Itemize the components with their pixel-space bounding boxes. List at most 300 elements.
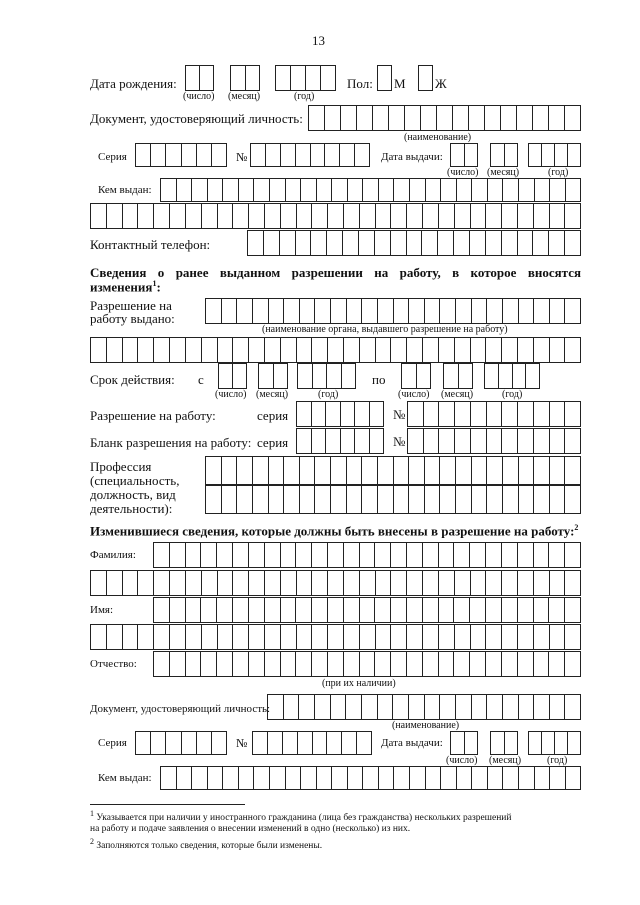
char-cell[interactable] xyxy=(487,179,503,201)
char-cell[interactable] xyxy=(295,144,310,166)
char-cell[interactable] xyxy=(374,652,390,676)
char-cell[interactable] xyxy=(517,231,533,255)
char-cell[interactable] xyxy=(491,144,504,166)
char-cell[interactable] xyxy=(200,652,216,676)
char-cell[interactable] xyxy=(390,571,406,595)
char-cell[interactable] xyxy=(549,571,565,595)
char-cell[interactable] xyxy=(268,486,284,513)
name-boxes-2[interactable] xyxy=(90,624,581,650)
char-cell[interactable] xyxy=(343,338,359,362)
char-cell[interactable] xyxy=(191,179,207,201)
char-cell[interactable] xyxy=(362,767,378,789)
char-cell[interactable] xyxy=(532,106,548,130)
char-cell[interactable] xyxy=(533,695,549,719)
char-cell[interactable] xyxy=(406,231,422,255)
char-cell[interactable] xyxy=(549,695,565,719)
char-cell[interactable] xyxy=(280,571,296,595)
char-cell[interactable] xyxy=(299,486,315,513)
char-cell[interactable] xyxy=(221,457,237,484)
char-cell[interactable] xyxy=(471,486,487,513)
identity-doc-name-boxes[interactable] xyxy=(308,105,581,131)
char-cell[interactable] xyxy=(137,625,153,649)
char-cell[interactable] xyxy=(324,106,340,130)
char-cell[interactable] xyxy=(264,652,280,676)
char-cell[interactable] xyxy=(533,429,549,453)
char-cell[interactable] xyxy=(372,106,388,130)
char-cell[interactable] xyxy=(211,144,226,166)
char-cell[interactable] xyxy=(468,106,484,130)
char-cell[interactable] xyxy=(245,66,260,90)
identity-issued-by-boxes[interactable] xyxy=(160,178,581,202)
char-cell[interactable] xyxy=(470,571,486,595)
char-cell[interactable] xyxy=(390,338,406,362)
char-cell[interactable] xyxy=(154,543,169,567)
char-cell[interactable] xyxy=(518,767,534,789)
changed-series-boxes[interactable] xyxy=(135,731,227,755)
char-cell[interactable] xyxy=(392,695,408,719)
char-cell[interactable] xyxy=(438,429,454,453)
char-cell[interactable] xyxy=(424,299,440,323)
char-cell[interactable] xyxy=(406,543,422,567)
identity-number-boxes[interactable] xyxy=(250,143,370,167)
char-cell[interactable] xyxy=(444,364,458,388)
char-cell[interactable] xyxy=(169,204,185,228)
char-cell[interactable] xyxy=(191,767,207,789)
char-cell[interactable] xyxy=(408,695,424,719)
char-cell[interactable] xyxy=(424,457,440,484)
char-cell[interactable] xyxy=(285,179,301,201)
char-cell[interactable] xyxy=(296,625,312,649)
name-boxes[interactable] xyxy=(153,597,581,623)
char-cell[interactable] xyxy=(390,204,406,228)
char-cell[interactable] xyxy=(176,179,192,201)
char-cell[interactable] xyxy=(564,402,580,426)
char-cell[interactable] xyxy=(439,299,455,323)
char-cell[interactable] xyxy=(471,695,487,719)
char-cell[interactable] xyxy=(253,179,269,201)
char-cell[interactable] xyxy=(185,571,201,595)
char-cell[interactable] xyxy=(311,652,327,676)
birth-year-boxes[interactable] xyxy=(275,65,336,91)
char-cell[interactable] xyxy=(314,695,330,719)
char-cell[interactable] xyxy=(455,299,471,323)
char-cell[interactable] xyxy=(280,625,296,649)
char-cell[interactable] xyxy=(314,457,330,484)
char-cell[interactable] xyxy=(331,767,347,789)
char-cell[interactable] xyxy=(248,571,264,595)
char-cell[interactable] xyxy=(150,144,165,166)
char-cell[interactable] xyxy=(137,338,153,362)
char-cell[interactable] xyxy=(161,767,176,789)
char-cell[interactable] xyxy=(471,299,487,323)
char-cell[interactable] xyxy=(354,402,369,426)
char-cell[interactable] xyxy=(216,543,232,567)
char-cell[interactable] xyxy=(454,429,470,453)
char-cell[interactable] xyxy=(325,429,340,453)
char-cell[interactable] xyxy=(549,338,565,362)
char-cell[interactable] xyxy=(347,767,363,789)
char-cell[interactable] xyxy=(454,204,470,228)
char-cell[interactable] xyxy=(314,299,330,323)
char-cell[interactable] xyxy=(502,767,518,789)
char-cell[interactable] xyxy=(518,457,534,484)
char-cell[interactable] xyxy=(222,767,238,789)
char-cell[interactable] xyxy=(471,767,487,789)
char-cell[interactable] xyxy=(216,652,232,676)
char-cell[interactable] xyxy=(501,571,517,595)
char-cell[interactable] xyxy=(517,204,533,228)
char-cell[interactable] xyxy=(356,106,372,130)
char-cell[interactable] xyxy=(196,732,211,754)
char-cell[interactable] xyxy=(437,231,453,255)
char-cell[interactable] xyxy=(375,571,391,595)
birth-month-boxes[interactable] xyxy=(230,65,260,91)
blank-series-boxes[interactable] xyxy=(296,428,384,454)
char-cell[interactable] xyxy=(359,571,375,595)
char-cell[interactable] xyxy=(554,144,567,166)
char-cell[interactable] xyxy=(409,767,425,789)
char-cell[interactable] xyxy=(502,179,518,201)
char-cell[interactable] xyxy=(267,732,282,754)
char-cell[interactable] xyxy=(176,767,192,789)
char-cell[interactable] xyxy=(424,695,440,719)
char-cell[interactable] xyxy=(408,299,424,323)
char-cell[interactable] xyxy=(326,732,341,754)
char-cell[interactable] xyxy=(285,767,301,789)
char-cell[interactable] xyxy=(423,402,439,426)
char-cell[interactable] xyxy=(406,652,422,676)
char-cell[interactable] xyxy=(201,571,217,595)
char-cell[interactable] xyxy=(320,66,335,90)
phone-boxes[interactable] xyxy=(247,230,581,256)
char-cell[interactable] xyxy=(464,144,478,166)
char-cell[interactable] xyxy=(265,144,280,166)
char-cell[interactable] xyxy=(326,364,341,388)
char-cell[interactable] xyxy=(393,486,409,513)
char-cell[interactable] xyxy=(533,204,549,228)
char-cell[interactable] xyxy=(549,767,565,789)
char-cell[interactable] xyxy=(154,652,169,676)
validity-to-day-boxes[interactable] xyxy=(401,363,431,389)
char-cell[interactable] xyxy=(185,338,201,362)
char-cell[interactable] xyxy=(402,364,416,388)
char-cell[interactable] xyxy=(91,204,106,228)
char-cell[interactable] xyxy=(422,652,438,676)
char-cell[interactable] xyxy=(169,652,185,676)
char-cell[interactable] xyxy=(330,457,346,484)
char-cell[interactable] xyxy=(549,429,565,453)
char-cell[interactable] xyxy=(91,338,106,362)
char-cell[interactable] xyxy=(343,598,359,622)
char-cell[interactable] xyxy=(438,338,454,362)
char-cell[interactable] xyxy=(377,695,393,719)
char-cell[interactable] xyxy=(290,66,305,90)
char-cell[interactable] xyxy=(217,338,233,362)
char-cell[interactable] xyxy=(486,429,502,453)
changed-issued-by-boxes[interactable] xyxy=(160,766,581,790)
char-cell[interactable] xyxy=(533,338,549,362)
char-cell[interactable] xyxy=(486,695,502,719)
char-cell[interactable] xyxy=(374,598,390,622)
char-cell[interactable] xyxy=(424,486,440,513)
char-cell[interactable] xyxy=(219,364,232,388)
char-cell[interactable] xyxy=(406,571,422,595)
char-cell[interactable] xyxy=(438,598,454,622)
char-cell[interactable] xyxy=(232,598,248,622)
char-cell[interactable] xyxy=(248,338,264,362)
char-cell[interactable] xyxy=(358,231,374,255)
char-cell[interactable] xyxy=(517,402,533,426)
char-cell[interactable] xyxy=(283,299,299,323)
char-cell[interactable] xyxy=(236,299,252,323)
char-cell[interactable] xyxy=(236,486,252,513)
char-cell[interactable] xyxy=(564,695,580,719)
char-cell[interactable] xyxy=(440,179,456,201)
char-cell[interactable] xyxy=(564,486,580,513)
char-cell[interactable] xyxy=(269,767,285,789)
char-cell[interactable] xyxy=(485,652,501,676)
char-cell[interactable] xyxy=(136,732,150,754)
char-cell[interactable] xyxy=(451,732,464,754)
char-cell[interactable] xyxy=(439,695,455,719)
char-cell[interactable] xyxy=(346,457,362,484)
changed-issue-year-boxes[interactable] xyxy=(528,731,581,755)
char-cell[interactable] xyxy=(340,429,355,453)
char-cell[interactable] xyxy=(279,231,295,255)
char-cell[interactable] xyxy=(339,144,354,166)
char-cell[interactable] xyxy=(361,695,377,719)
char-cell[interactable] xyxy=(549,486,565,513)
char-cell[interactable] xyxy=(504,732,518,754)
char-cell[interactable] xyxy=(470,429,486,453)
char-cell[interactable] xyxy=(549,179,565,201)
char-cell[interactable] xyxy=(485,364,498,388)
char-cell[interactable] xyxy=(232,204,248,228)
char-cell[interactable] xyxy=(327,338,343,362)
char-cell[interactable] xyxy=(518,695,534,719)
char-cell[interactable] xyxy=(471,179,487,201)
char-cell[interactable] xyxy=(532,231,548,255)
char-cell[interactable] xyxy=(501,429,517,453)
char-cell[interactable] xyxy=(280,543,296,567)
char-cell[interactable] xyxy=(406,338,422,362)
identity-issued-by-boxes-2[interactable] xyxy=(90,203,581,229)
char-cell[interactable] xyxy=(259,364,273,388)
char-cell[interactable] xyxy=(309,106,324,130)
char-cell[interactable] xyxy=(564,571,580,595)
char-cell[interactable] xyxy=(438,543,454,567)
char-cell[interactable] xyxy=(533,486,549,513)
char-cell[interactable] xyxy=(264,598,280,622)
char-cell[interactable] xyxy=(485,571,501,595)
blank-number-boxes[interactable] xyxy=(407,428,581,454)
char-cell[interactable] xyxy=(440,767,456,789)
char-cell[interactable] xyxy=(469,598,485,622)
char-cell[interactable] xyxy=(154,598,169,622)
char-cell[interactable] xyxy=(206,299,221,323)
char-cell[interactable] xyxy=(343,625,359,649)
char-cell[interactable] xyxy=(436,106,452,130)
char-cell[interactable] xyxy=(300,767,316,789)
char-cell[interactable] xyxy=(517,543,533,567)
char-cell[interactable] xyxy=(438,652,454,676)
char-cell[interactable] xyxy=(485,543,501,567)
char-cell[interactable] xyxy=(548,106,564,130)
char-cell[interactable] xyxy=(567,144,580,166)
char-cell[interactable] xyxy=(181,144,196,166)
char-cell[interactable] xyxy=(469,231,485,255)
char-cell[interactable] xyxy=(470,204,486,228)
char-cell[interactable] xyxy=(369,402,384,426)
char-cell[interactable] xyxy=(500,106,516,130)
char-cell[interactable] xyxy=(153,204,169,228)
char-cell[interactable] xyxy=(486,402,502,426)
char-cell[interactable] xyxy=(393,179,409,201)
char-cell[interactable] xyxy=(268,695,283,719)
char-cell[interactable] xyxy=(201,338,217,362)
char-cell[interactable] xyxy=(169,571,185,595)
char-cell[interactable] xyxy=(439,486,455,513)
char-cell[interactable] xyxy=(438,571,454,595)
char-cell[interactable] xyxy=(106,571,122,595)
char-cell[interactable] xyxy=(346,299,362,323)
char-cell[interactable] xyxy=(324,144,339,166)
char-cell[interactable] xyxy=(253,732,267,754)
char-cell[interactable] xyxy=(216,598,232,622)
char-cell[interactable] xyxy=(207,767,223,789)
char-cell[interactable] xyxy=(311,625,327,649)
char-cell[interactable] xyxy=(408,429,423,453)
char-cell[interactable] xyxy=(137,571,153,595)
char-cell[interactable] xyxy=(280,598,296,622)
char-cell[interactable] xyxy=(564,338,580,362)
char-cell[interactable] xyxy=(361,457,377,484)
char-cell[interactable] xyxy=(297,429,311,453)
char-cell[interactable] xyxy=(238,767,254,789)
char-cell[interactable] xyxy=(311,598,327,622)
char-cell[interactable] xyxy=(471,457,487,484)
char-cell[interactable] xyxy=(347,179,363,201)
char-cell[interactable] xyxy=(200,598,216,622)
char-cell[interactable] xyxy=(533,625,549,649)
identity-issue-year-boxes[interactable] xyxy=(528,143,581,167)
char-cell[interactable] xyxy=(359,543,375,567)
char-cell[interactable] xyxy=(206,486,221,513)
char-cell[interactable] xyxy=(421,231,437,255)
char-cell[interactable] xyxy=(91,571,106,595)
char-cell[interactable] xyxy=(422,598,438,622)
char-cell[interactable] xyxy=(533,299,549,323)
surname-boxes-2[interactable] xyxy=(90,570,581,596)
char-cell[interactable] xyxy=(232,338,248,362)
char-cell[interactable] xyxy=(486,457,502,484)
char-cell[interactable] xyxy=(185,204,201,228)
char-cell[interactable] xyxy=(516,106,532,130)
char-cell[interactable] xyxy=(549,402,565,426)
changed-doc-name-boxes[interactable] xyxy=(267,694,581,720)
char-cell[interactable] xyxy=(185,598,201,622)
char-cell[interactable] xyxy=(564,625,580,649)
char-cell[interactable] xyxy=(211,732,226,754)
char-cell[interactable] xyxy=(343,652,359,676)
char-cell[interactable] xyxy=(248,652,264,676)
validity-from-year-boxes[interactable] xyxy=(297,363,356,389)
char-cell[interactable] xyxy=(501,625,517,649)
char-cell[interactable] xyxy=(451,144,464,166)
changed-issue-month-boxes[interactable] xyxy=(490,731,518,755)
char-cell[interactable] xyxy=(375,338,391,362)
validity-to-year-boxes[interactable] xyxy=(484,363,540,389)
char-cell[interactable] xyxy=(454,402,470,426)
char-cell[interactable] xyxy=(283,695,299,719)
char-cell[interactable] xyxy=(297,732,312,754)
char-cell[interactable] xyxy=(311,204,327,228)
char-cell[interactable] xyxy=(377,457,393,484)
char-cell[interactable] xyxy=(280,204,296,228)
permit-authority-boxes[interactable] xyxy=(205,298,581,324)
char-cell[interactable] xyxy=(296,338,312,362)
char-cell[interactable] xyxy=(326,231,342,255)
char-cell[interactable] xyxy=(484,106,500,130)
char-cell[interactable] xyxy=(501,338,517,362)
char-cell[interactable] xyxy=(485,625,501,649)
char-cell[interactable] xyxy=(533,652,549,676)
char-cell[interactable] xyxy=(378,179,394,201)
char-cell[interactable] xyxy=(295,231,311,255)
char-cell[interactable] xyxy=(196,144,211,166)
validity-to-month-boxes[interactable] xyxy=(443,363,473,389)
char-cell[interactable] xyxy=(501,652,517,676)
validity-from-month-boxes[interactable] xyxy=(258,363,288,389)
sex-female-checkbox[interactable] xyxy=(418,65,433,91)
changed-number-boxes[interactable] xyxy=(252,731,372,755)
char-cell[interactable] xyxy=(296,571,312,595)
char-cell[interactable] xyxy=(280,144,295,166)
char-cell[interactable] xyxy=(181,732,196,754)
char-cell[interactable] xyxy=(345,695,361,719)
permit-series-boxes[interactable] xyxy=(296,401,384,427)
char-cell[interactable] xyxy=(310,144,325,166)
char-cell[interactable] xyxy=(106,338,122,362)
char-cell[interactable] xyxy=(408,402,423,426)
char-cell[interactable] xyxy=(232,543,248,567)
char-cell[interactable] xyxy=(273,364,288,388)
char-cell[interactable] xyxy=(327,571,343,595)
char-cell[interactable] xyxy=(341,364,356,388)
char-cell[interactable] xyxy=(330,695,346,719)
char-cell[interactable] xyxy=(549,625,565,649)
char-cell[interactable] xyxy=(390,231,406,255)
char-cell[interactable] xyxy=(501,402,517,426)
char-cell[interactable] xyxy=(359,338,375,362)
char-cell[interactable] xyxy=(298,695,314,719)
char-cell[interactable] xyxy=(564,299,580,323)
char-cell[interactable] xyxy=(136,144,150,166)
char-cell[interactable] xyxy=(122,338,138,362)
char-cell[interactable] xyxy=(268,299,284,323)
char-cell[interactable] xyxy=(501,204,517,228)
char-cell[interactable] xyxy=(438,204,454,228)
char-cell[interactable] xyxy=(295,598,311,622)
char-cell[interactable] xyxy=(169,543,185,567)
char-cell[interactable] xyxy=(153,571,169,595)
char-cell[interactable] xyxy=(469,543,485,567)
char-cell[interactable] xyxy=(541,144,554,166)
char-cell[interactable] xyxy=(453,543,469,567)
char-cell[interactable] xyxy=(529,144,541,166)
char-cell[interactable] xyxy=(454,338,470,362)
char-cell[interactable] xyxy=(269,179,285,201)
